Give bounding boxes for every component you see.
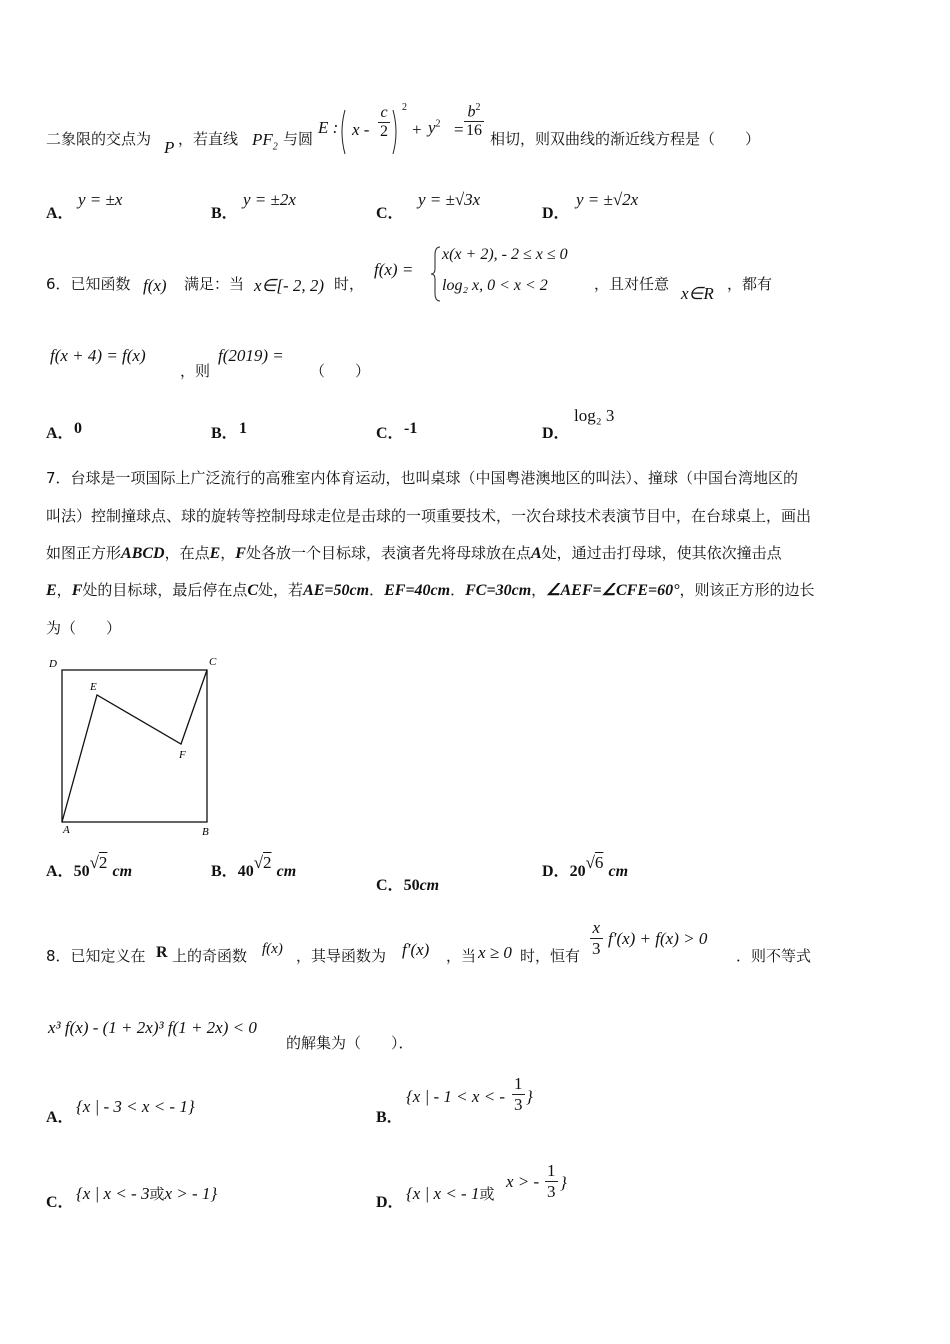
ball-path <box>62 670 207 822</box>
label-b: B <box>202 826 209 838</box>
q5-text-2: ，若直线 <box>178 130 239 148</box>
q8-text-7: 的解集为（ ）． <box>286 1034 414 1052</box>
q7-option-c[interactable]: C．50cm <box>376 877 440 894</box>
q8-option-a[interactable]: {x | - 3 < x < - 1} <box>76 1097 195 1116</box>
q8-option-d-letter: D． <box>376 1194 404 1211</box>
q6-option-c[interactable]: -1 <box>404 420 418 437</box>
q6-piece-1: x(x + 2), - 2 ≤ x ≤ 0 <box>442 246 568 263</box>
q5-text-4: 相切，则双曲线的渐近线方程是（ ） <box>490 130 761 148</box>
q8-text-1: 8．已知定义在 <box>46 947 146 965</box>
q6-fx: f(x) <box>143 276 167 295</box>
q7-line-3: 如图正方形ABCD，在点E，F处各放一个目标球，表演者先将母球放在点A处，通过击打母球，使其依次撞击点 <box>46 544 782 562</box>
q6-x-in-r: x∈R <box>681 284 714 303</box>
q5-circle-equation: E : <box>318 118 339 137</box>
q6-periodicity: f(x + 4) = f(x) <box>50 346 146 365</box>
q7-square-figure <box>40 652 230 842</box>
q5-text-1: 二象限的交点为 <box>46 130 152 148</box>
q5-option-a[interactable]: y = ±x <box>78 190 123 209</box>
label-f: F <box>179 749 186 761</box>
q8-main-inequality: x³ f(x) - (1 + 2x)³ f(1 + 2x) < 0 <box>48 1018 257 1037</box>
q8-condition-ineq: f′(x) + f(x) > 0 <box>608 929 708 948</box>
q7-option-a[interactable]: A．50√2 cm <box>46 853 133 880</box>
q8-option-d[interactable]: {x | x < - 1或 <box>406 1184 495 1203</box>
q5-option-d-letter: D． <box>542 205 570 222</box>
q6-option-b-letter: B． <box>211 425 238 442</box>
q5-option-d[interactable]: y = ±√2x <box>576 190 639 209</box>
q6-domain: x∈[- 2, 2) <box>254 276 325 295</box>
q6-piecewise-lhs: f(x) = <box>374 260 414 279</box>
q6-text-6: ，则 <box>180 362 211 380</box>
q5-option-c-letter: C． <box>376 205 404 222</box>
q6-answer-blank: （ ） <box>310 362 371 380</box>
q5-option-c[interactable]: y = ±√3x <box>418 190 481 209</box>
q6-text-5: ，都有 <box>727 275 773 293</box>
q8-real-set: R <box>156 944 168 961</box>
q8-option-b[interactable]: {x | - 1 < x < - <box>406 1087 506 1106</box>
q6-option-d[interactable]: log₂ 3 <box>574 406 615 425</box>
q6-option-d-letter: D． <box>542 425 570 442</box>
q8-option-c-letter: C． <box>46 1194 74 1211</box>
q8-x-over-3: $\frac{x}{3}$ <box>592 918 601 958</box>
q8-text-2: 上的奇函数 <box>172 947 248 965</box>
q8-text-5: 时，恒有 <box>520 947 581 965</box>
q7-line-2: 叫法）控制撞球点、球的旋转等控制母球走位是击球的一项重要技术，一次台球技术表演节目中，在台球桌上，画出 <box>46 507 812 525</box>
q8-text-4: ，当 <box>446 947 477 965</box>
q7-option-d[interactable]: D．20√6 cm <box>542 853 629 880</box>
q5-option-b-letter: B． <box>211 205 238 222</box>
q6-number: 6．已知函数 <box>46 275 131 293</box>
q6-option-b[interactable]: 1 <box>239 420 247 437</box>
q6-piece-2: log₂ x, 0 < x < 2 <box>442 277 548 294</box>
q6-text-3: 时， <box>334 275 365 293</box>
q5-point-p: P <box>164 138 175 157</box>
label-e: E <box>90 681 97 693</box>
label-a: A <box>63 824 70 836</box>
q5-option-b[interactable]: y = ±2x <box>243 190 296 209</box>
q5-text-3: 与圆 <box>283 130 314 148</box>
q7-line-4: E，F处的目标球，最后停在点C处，若AE=50cm．EF=40cm．FC=30cm，∠AEF=∠CFE=60°，则该正方形的边长 <box>46 581 815 599</box>
q7-line-1: 7．台球是一项国际上广泛流行的高雅室内体育运动，也叫桌球（中国粤港澳地区的叫法）、撞球（中国台湾地区的 <box>46 469 799 487</box>
q5-line-pf2: $PF_2$ <box>252 130 278 153</box>
square-abcd <box>62 670 207 822</box>
q6-text-2: 满足：当 <box>184 275 245 293</box>
q6-option-a-letter: A． <box>46 425 74 442</box>
q8-text-6: ．则不等式 <box>736 947 812 965</box>
q8-text-3: ，其导函数为 <box>296 947 387 965</box>
q8-option-b-letter: B． <box>376 1109 403 1126</box>
q8-option-c[interactable]: {x | x < - 3或x > - 1} <box>76 1184 218 1203</box>
q8-derivative: f′(x) <box>402 940 430 959</box>
q6-text-4: ，且对任意 <box>594 275 670 293</box>
q6-option-a[interactable]: 0 <box>74 420 82 437</box>
q7-option-b[interactable]: B．40√2 cm <box>211 853 297 880</box>
label-c: C <box>209 656 217 668</box>
q8-condition: x ≥ 0 <box>478 943 512 962</box>
q6-brace <box>430 245 442 303</box>
label-d: D <box>49 658 57 670</box>
q8-option-a-letter: A． <box>46 1109 74 1126</box>
q6-option-c-letter: C． <box>376 425 404 442</box>
q5-option-a-letter: A． <box>46 205 74 222</box>
q6-ask: f(2019) = <box>218 346 284 365</box>
q8-fx: f(x) <box>262 941 283 957</box>
q7-line-5: 为（ ） <box>46 619 122 637</box>
